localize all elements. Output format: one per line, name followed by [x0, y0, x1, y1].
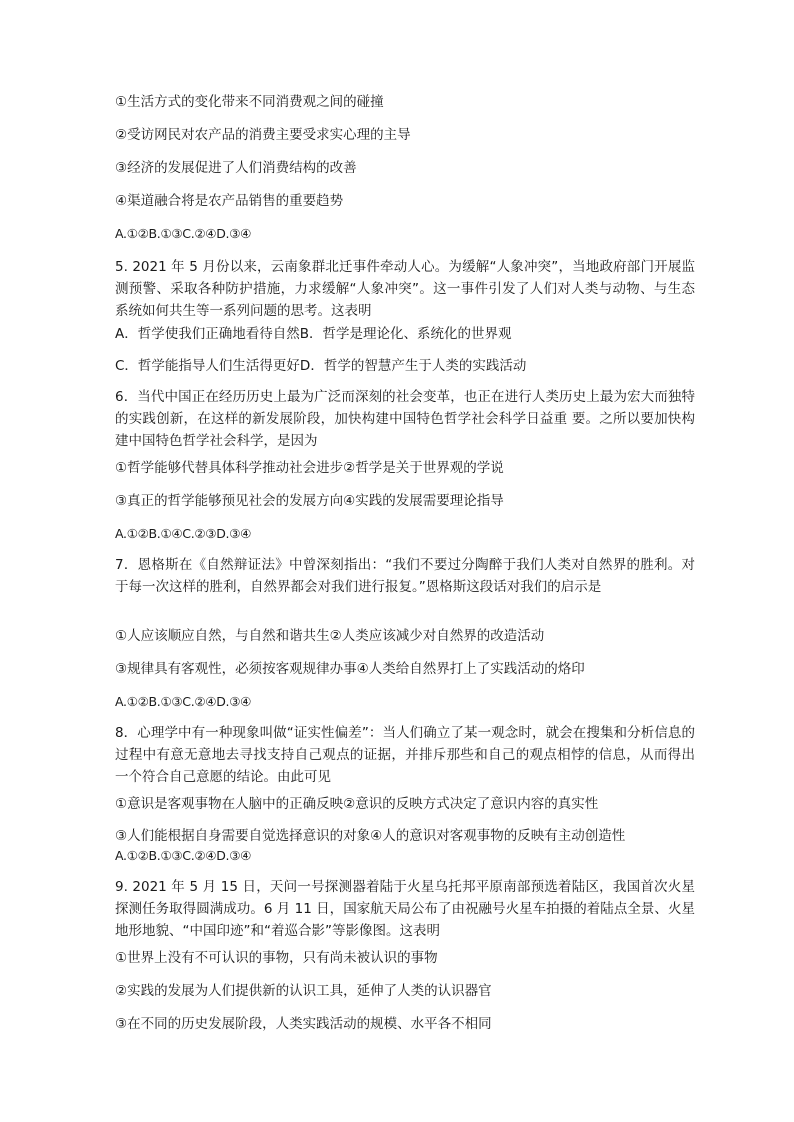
- q7-options: A.①②B.①③C.②④D.③④: [115, 694, 252, 709]
- q4-options: A.①②B.①③C.②④D.③④: [115, 226, 252, 241]
- q9-item-2: ②实践的发展为人们提供新的认识工具，延伸了人类的认识器官: [115, 983, 492, 999]
- q9-item-1: ①世界上没有不可认识的事物，只有尚未被认识的事物: [115, 950, 438, 966]
- q7-items-line-2: ③规律具有客观性，必须按客观规律办事④人类给自然界打上了实践活动的烙印: [115, 661, 585, 677]
- q5-options-line-2: C．哲学能指导人们生活得更好D．哲学的智慧产生于人类的实践活动: [115, 358, 527, 374]
- q4-item-2: ②受访网民对农产品的消费主要受求实心理的主导: [115, 127, 411, 143]
- q6-items-line-1: ①哲学能够代替具体科学推动社会进步②哲学是关于世界观的学说: [115, 460, 504, 476]
- q5-stem: [115, 256, 695, 322]
- q8-stem: [115, 722, 695, 788]
- q4-item-4: ④渠道融合将是农产品销售的重要趋势: [115, 193, 344, 209]
- q6-stem: [115, 386, 695, 452]
- q6-options: A.①②B.①④C.②③D.③④: [115, 526, 252, 541]
- q4-item-1: ①生活方式的变化带来不同消费观之间的碰撞: [115, 94, 384, 110]
- q8-items-line-2: ③人们能根据自身需要自觉选择意识的对象④人的意识对客观事物的反映有主动创造性: [115, 828, 626, 844]
- q8-options: A.①②B.①③C.②④D.③④: [115, 848, 252, 863]
- q4-item-3: ③经济的发展促进了人们消费结构的改善: [115, 160, 357, 176]
- q5-stem-text: 5. 2021 年 5 月份以来，云南象群北迁事件牵动人心。为缓解“人象冲突”，当地政府部门开展监测预警、采取各种防护措施，力求缓解“人象冲突”。这一事件引发了人们对人类与动物、与生态系统如何共生等一系列问题的思考。这表明: [115, 259, 695, 319]
- q6-stem-text: 6．当代中国正在经历历史上最为广泛而深刻的社会变革，也正在进行人类历史上最为宏大而独特的实践创新，在这样的新发展阶段，加快构建中国特色哲学社会科学日益重 要。之所以要加快构建中国特色哲学社会科学，是因为: [115, 389, 695, 449]
- q8-items-line-1: ①意识是客观事物在人脑中的正确反映②意识的反映方式决定了意识内容的真实性: [115, 796, 599, 812]
- q7-items-line-1: ①人应该顺应自然，与自然和谐共生②人类应该减少对自然界的改造活动: [115, 628, 545, 644]
- q9-stem-text: 9. 2021 年 5 月 15 日，天问一号探测器着陆于火星乌托邦平原南部预选着陆区，我国首次火星探测任务取得圆满成功。6 月 11 日，国家航天局公布了由祝融号火星车拍摄的着陆点全景、火星地形地貌、“中国印迹”和“着巡合影”等影像图。这表明: [115, 879, 695, 939]
- q7-stem: [115, 554, 695, 598]
- q8-stem-text: 8．心理学中有一种现象叫做“证实性偏差”：当人们确立了某一观念时，就会在搜集和分析信息的过程中有意无意地去寻找支持自己观点的证据，并排斥那些和自己的观点相悖的信息，从而得出一个符合自己意愿的结论。由此可见: [115, 725, 695, 785]
- q7-stem-text: 7．恩格斯在《自然辩证法》中曾深刻指出：“我们不要过分陶醉于我们人类对自然界的胜利。对于每一次这样的胜利，自然界都会对我们进行报复。”恩格斯这段话对我们的启示是: [115, 557, 695, 595]
- q5-options-line-1: A．哲学使我们正确地看待自然B．哲学是理论化、系统化的世界观: [115, 326, 512, 342]
- q9-item-3: ③在不同的历史发展阶段，人类实践活动的规模、水平各不相同: [115, 1016, 492, 1032]
- q6-items-line-2: ③真正的哲学能够预见社会的发展方向④实践的发展需要理论指导: [115, 493, 504, 509]
- q9-stem: [115, 876, 695, 942]
